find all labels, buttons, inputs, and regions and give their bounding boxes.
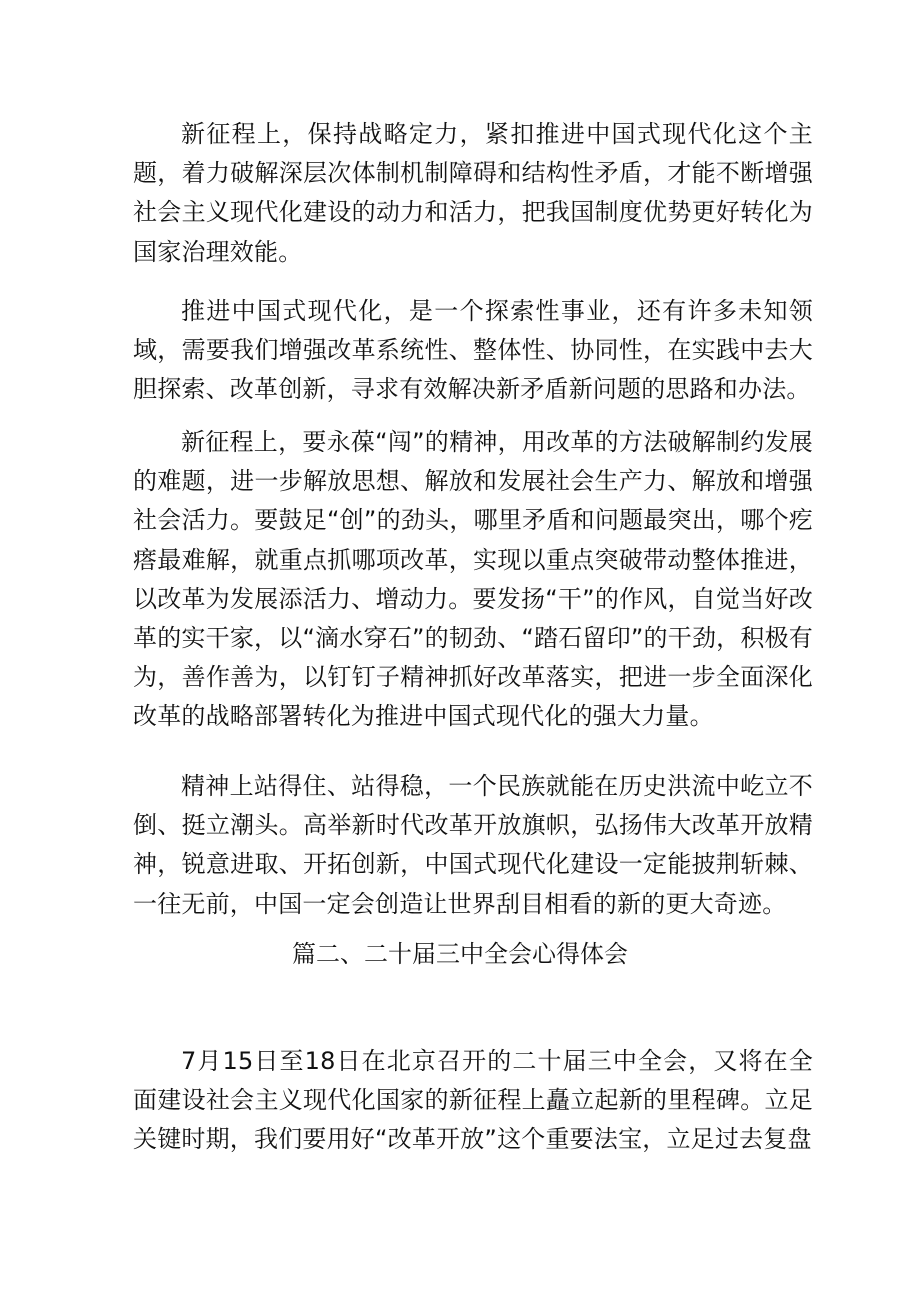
paragraph-3: 新征程上，要永葆“闯”的精神，用改革的方法破解制约发展的难题，进一步解放思想、解放和发展社会生产力、解放和增强社会活力。要鼓足“创”的劲头，哪里矛盾和问题最突出，哪个疙瘩最难解，就重点抓哪项改革，实现以重点突破带动整体推进，以改革为发展添活力、增动力。要发扬“干”的作风，自觉当好改革的实干家，以“滴水穿石”的韧劲、“踏石留印”的干劲，积极有为，善作善为，以钉钉子精神抓好改革落实，把进一步全面深化改革的战略部署转化为推进中国式现代化的强大力量。 [133,428,813,731]
paragraph-1: 新征程上，保持战略定力，紧扣推进中国式现代化这个主题，着力破解深层次体制机制障碍和结构性矛盾，才能不断增强社会主义现代化建设的动力和活力，把我国制度优势更好转化为国家治理效能。 [133,120,813,266]
paragraph-2: 推进中国式现代化，是一个探索性事业，还有许多未知领域，需要我们增强改革系统性、整体性、协同性，在实践中去大胆探索、改革创新，寻求有效解决新矛盾新问题的思路和办法。 [133,297,813,404]
section-heading: 篇二、二十届三中全会心得体会 [292,940,628,968]
section-paragraph-1: 7月15日至18日在北京召开的二十届三中全会，又将在全面建设社会主义现代化国家的新征程上矗立起新的里程碑。立足关键时期，我们要用好“改革开放”这个重要法宝，立足过去复盘 [133,1047,813,1154]
paragraph-4: 精神上站得住、站得稳，一个民族就能在历史洪流中屹立不倒、挺立潮头。高举新时代改革开放旗帜，弘扬伟大改革开放精神，锐意进取、开拓创新，中国式现代化建设一定能披荆斩棘、一往无前，中国一定会创造让世界刮目相看的新的更大奇迹。 [133,772,813,918]
